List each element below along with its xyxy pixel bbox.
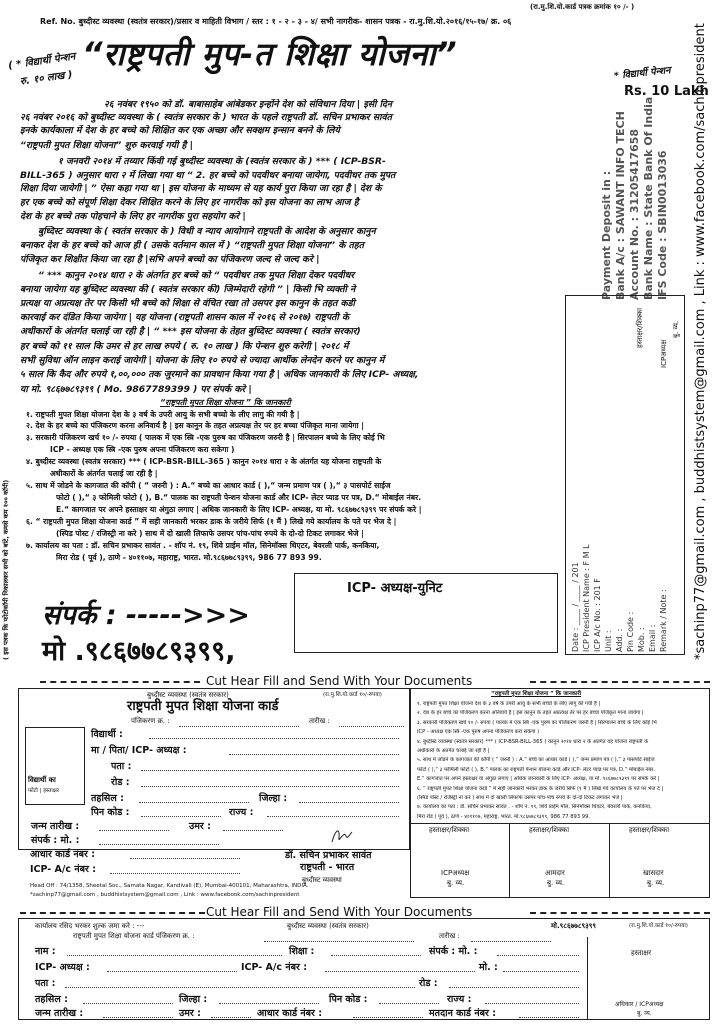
right-pension-amount: Rs. 10 Lakh [624, 84, 709, 99]
slip-voter-label: मतदान कार्ड नंबर : [429, 1008, 497, 1019]
slip-road-label: रोड : [419, 978, 438, 989]
slip-mo-field[interactable] [503, 962, 579, 972]
slip-state-field[interactable] [485, 994, 579, 1004]
cut-dash-right [530, 681, 710, 683]
info-item: ७. कार्यालय का पता : डॉ. सचिन प्रभाकर सावंत . - शॉप नं. १९, शिवे प्राईम मॉल, सिनेमॉक्स थिएटर, बेवरली पार्क, कनकिया, [26, 541, 380, 550]
tehsil-field[interactable] [139, 793, 249, 803]
cut-dash-left [40, 681, 200, 683]
slip-receipt: कार्यालय रसिद भरकर शुल्क जमा करे : --- [35, 922, 145, 930]
card-info-item: ३. सरकारी पंजिकरण खर्च १० /- रुपया ( पालक में एक स्त्रि -एक पुरुष का पंजिकरण जरुरी है | सिरपालन बच्चे के लिए कोई भि [417, 719, 657, 726]
dob-field[interactable] [99, 821, 169, 831]
card-info-item: अधीकारों के अंतर्गत चलाई जा रही है | [417, 748, 490, 754]
slip-age-label: उमर : [179, 1008, 201, 1019]
slip-sign: हस्ताक्षर [631, 949, 652, 957]
body-line: या मो. ९८६७७८९३९९ ( Mo. 9867789399 ) पर संपर्क करे | [20, 384, 252, 395]
info-item: ६. “ राष्ट्रपती मुपत शिक्षा योजना कार्ड ” में सही जानकारी भरकर डाक के जरीये सिर्फ (१ मैं ) लिखे गये कार्यालय के पते पर भेज दे | [26, 517, 397, 526]
photocopy-note: ( इस पत्रक कि फोटोकॉपी निकालकर सभी को बांटे, कमसे कम १०० कॉपी) [2, 479, 10, 660]
parent-label: मा / पिता/ ICP- अध्यक्ष : [91, 745, 187, 756]
body-line: पंजिकृत कर शिक्षीत किया जा रहा है |सभि अपने बच्चो का पंजिकरण जल्द से जल्द करे | [20, 254, 320, 265]
info-item: मिरा रोड ( पूर्व ), ठाणे - ४०११०७, महाराष्ट्र, भारत. मो.९८६७७८९३९९, 986 77 893 99. [56, 553, 322, 562]
payment-line: Bank Name : State Bank Of India [642, 96, 655, 300]
info-item: E.“ कागजात पर अपने हस्ताक्षर या अंगुठा लगाए | अधिक जानकारी के लिए ICP- अध्यक्ष, या मो. ९८६७७८९३९९ पर संपर्क करे | [56, 505, 422, 514]
slip-dob-field[interactable] [103, 1008, 173, 1018]
address-label: पता : [111, 761, 132, 772]
icp-form-fields [570, 302, 669, 652]
body-line: “ *** कानुन २०१४ धारा २ के अंतर्गत हर बच्चे को “ पदवीधर तक मुपत शिक्षा देकर पदवीधर [38, 270, 355, 281]
slip-mo-label: मो. : [479, 962, 498, 973]
card-info-item: E.“ कागजात पर अपने हस्ताक्षर या अंगुठा लगाए | अधिक जानकारी के लिए ICP- अध्यक्ष, या मो. ९८६७७८९३९९ पर संपर्क करे | [417, 776, 660, 783]
slip-addr-field[interactable] [65, 978, 415, 988]
card-date-field[interactable] [339, 717, 404, 727]
dob-label: जन्म तारीख : [31, 821, 80, 832]
slip-road-field[interactable] [449, 978, 579, 988]
age-label: उमर : [189, 821, 211, 832]
card-info-item: मिरा रोड ( पूर्व ), ठाणे - ४०११०७, महाराष्ट्र, भारत. मो.९८६७७८९३९९, 986 77 893 99. [417, 813, 591, 820]
info-item: २. देश के हर बच्चे का पंजिकरण करना अनिवार्य है | इस कानुन के तहत अप्रत्यक्ष तेर पर हर बच्चा पंजिकृत माना जायेगा | [26, 421, 365, 430]
slip-icp-label: ICP- अध्यक्ष : [35, 962, 90, 973]
aadhar-field[interactable] [130, 849, 240, 859]
info-item: ४. बुध्दीस्ट व्यवस्था (स्वतंत्र सरकार) *** ( ICP-BSR-BILL-365 ) कानुन २०१४ धारा २ के अंतर्गत यह योजना राष्ट्रपती के [26, 457, 382, 466]
tehsil-label: तहसिल : [91, 793, 124, 804]
form-line: Pin Code : [626, 611, 635, 652]
parent-field[interactable] [229, 745, 399, 755]
slip-date-label: तारीख : [439, 932, 460, 940]
card-reg-label: पंजिकरण क्र. : [131, 717, 170, 725]
icp-ac-field[interactable] [110, 864, 240, 874]
body-line: सभी सुविधा ऑन लाइन कराई जायेगी | योजना के लिए १० रुपये से ज्यादा आर्थीक लेनदेन करने पर कानुन में [20, 355, 385, 366]
body-line: ५ साल कि कैद और रुपये १,००,००० तक जुरमाने का प्रावधान किया गया है | अधिक जानकारी के लिए ICP- अध्यक्ष, [20, 369, 419, 380]
district-field[interactable] [299, 793, 399, 803]
card-ref: (रा.मु.शि.यो.कार्ड १०/-रुपया) [323, 692, 382, 698]
body-line: इनके कार्यकाला में देश के हर बच्चे को शिक्षित कर एक अच्छा और सक्क्षम इन्सान बनने के लिये [20, 125, 340, 136]
student-label: विद्यार्थी : [91, 729, 123, 740]
slip-aadhar-field[interactable] [353, 1008, 423, 1018]
head-office: Head Off : 74/1358, Sheetal Soc., Samata Nagar, Kandivali (E), Mumbai-400101, Maharashtra, INDIA. [30, 883, 309, 889]
slip-edu-field[interactable] [331, 946, 421, 956]
card-sign-icp: हस्ताक्षर/शिक्का [429, 826, 470, 834]
contact-emails: *sachinp77@gmail.com , buddhistsystem@gmail.com , Link : www.facebook.com/sachinpresident [693, 23, 708, 660]
cut-instruction: Cut Hear Fill and Send With Your Documents [206, 674, 473, 688]
form-line: Mob. : [637, 627, 646, 652]
state-field[interactable] [267, 807, 399, 817]
payment-line: Payment Deposit in : [600, 170, 613, 300]
cut-dash-right-2 [530, 912, 710, 914]
slip-org: बुध्दीस्ट व्यवस्था (स्वतंत्र सरकार) [287, 922, 369, 930]
card-sign-mp: हस्ताक्षर/शिक्का [629, 826, 670, 834]
slip-addr-label: पता : [35, 978, 56, 989]
signature [330, 824, 354, 846]
cut-instruction-2: Cut Hear Fill and Send With Your Documents [206, 905, 473, 919]
card-sign-mp-org: बु. व्य. [647, 879, 665, 887]
body-line: BILL-365 ) अनुसार धारा २ में लिखा गया था “ 2. हर बच्चे को पदवीधर बनाया जायेगा, पदवीधर तक मुपत [20, 170, 396, 181]
slip-dob-label: जन्म तारीख : [35, 1008, 84, 1019]
student-field[interactable] [149, 729, 399, 739]
contact-mobile: मो .९८६७७८९३९९, [42, 636, 236, 667]
slip-contact-label: संपर्क : मो. : [429, 946, 478, 957]
payment-details [600, 10, 670, 300]
info-item: ५. साथ में जोडने के कागजात की कॉपी ( “ जरुरी ) : A.“ बच्चे का आधार कार्ड ( ),“ जन्म प्रमाण पत्र ( ),“ ३ पासपोर्ट साईज [26, 481, 391, 490]
pin-field[interactable] [141, 807, 221, 817]
slip-state-label: राज्य : [447, 994, 472, 1005]
body-line: १ जनवरी २०१४ में तय्यार किंवी गई बुध्दीस्ट व्यवस्था के (स्वतंत्र सरकार के ) *** ( ICP-BSR- [58, 156, 386, 167]
slip-icp-field[interactable] [107, 962, 237, 972]
card-info-item: ICP - अध्यक्ष एक स्त्रि -एक पुरुष अपना पंजिकरण करा सकेगा ) [417, 729, 540, 736]
info-item: ICP - अध्यक्ष एक स्त्रि -एक पुरुष अपना पंजिकरण करा सकेगा ) [50, 445, 235, 454]
info-item: १. राष्ट्रपती मुपत शिक्षा योजना देश के ३ वर्ष के उपरी आयु के सभी बच्चो के लीए लागु की गयी है | [26, 410, 300, 419]
slip-name-label: नाम : [35, 946, 56, 957]
card-info-item: (स्पिड पोस्ट / रजिस्ट्री ना करे ) साथ में दो खाली लिफाफे उसपर पांच-पांच रुपये के दो-दो टिकट लगाकर भेजे | [417, 795, 623, 801]
slip-age-field[interactable] [211, 1008, 251, 1018]
card-sign-mp-role: खासदार [643, 869, 664, 877]
form-number: (रा.मु.शि.यो.कार्ड पत्रक क्रमांक १० /- ) [530, 3, 635, 11]
slip-contact-field[interactable] [497, 946, 579, 956]
card-info-item: १. राष्ट्रपती मुपत शिक्षा योजना देश के ३ वर्ष के उपरी आयु के सभी बच्चो के लीए लागु की गयी है | [417, 701, 601, 707]
state-label: राज्य : [229, 807, 254, 818]
slip-date-field[interactable] [471, 932, 551, 942]
icp-unit-label: ICP- अध्यक्ष-युनिट [347, 581, 443, 596]
card-date-label: तारीख : [309, 717, 330, 725]
form-line: ICP President Name : F M L [582, 544, 591, 652]
slip-name-field[interactable] [67, 946, 282, 956]
payment-line: Bank A/c : SAWANT INFO TECH [614, 111, 627, 300]
photo-box[interactable] [25, 727, 85, 805]
slip-edu-label: शिक्षा : [289, 946, 315, 957]
card-info-item: ७. कार्यालय का पता : डॉ. सचिन प्रभाकर सावंत . - शॉप नं. १९, शिवे प्राईम मॉल, सिनेमॉक्स थिएटर, बेवरली पार्क, कनकिया, [417, 804, 652, 811]
slip-reg-field[interactable] [264, 932, 414, 942]
body-line: २६ नवंबर २०१६ को बुध्दीस्ट व्यवस्था के ( स्वतंत्र सरकार के ) भारत के पहले राष्ट्रपती डॉ. सचिन प्रभाकर सावंत [20, 112, 392, 123]
contact-label: संपर्क : ----->>> [42, 600, 250, 631]
road-field[interactable] [141, 777, 399, 787]
cut-dash-left-2 [20, 912, 205, 914]
card-sign-mla: हस्ताक्षर/शिक्का [529, 826, 570, 834]
slip-voter-field[interactable] [519, 1008, 579, 1018]
slip-aadhar-label: आधार कार्ड नंबर : [257, 1008, 323, 1019]
pin-label: पिन कोड : [91, 807, 130, 818]
slip-pin-field[interactable] [379, 994, 439, 1004]
info-heading: “राष्ट्रपती मुपत शिक्षा योजना ” कि जानकारी [160, 398, 291, 407]
form-line: Date : ____ / ____ / 201 [571, 562, 580, 652]
info-item: ३. सरकारी पंजिकरण खर्च १० /- रुपया ( पालक में एक स्त्रि -एक पुरुष का पंजिकरण जरुरी है | सिरपालन बच्चे के लिए कोई भि [26, 433, 385, 442]
info-item: अधीकारों के अंतर्गत चलाई जा रही है | [50, 469, 158, 478]
body-line: “राष्ट्रपती मुपत शिक्षा योजना” शुरु करवाई गयी है | [20, 140, 193, 151]
icp-ac-label: ICP- A/c नंबर : [30, 864, 97, 875]
card-info-item: फोटो ( ),“ ३ फोमिली फोटो ( ), B.“ पालक का राष्ट्रपती पेन्शन योजना कार्ड और ICP- लेटर प्याड पर पत्र, D.“ मोबाईल नंबर. [417, 766, 656, 773]
page-title: “राष्ट्रपती मुप-त शिक्षा योजना” [82, 35, 458, 73]
left-pension-tag: ( * विद्यार्थी पेन्शन [7, 51, 77, 72]
card-emails: *sachinp77@gmail.com , buddhistsystem@gmail.com , Link : www.facebook.com/sachinpresident [30, 892, 300, 898]
card-signer-org: बुध्दीस्ट व्यवस्था [302, 876, 342, 884]
right-pension-tag: * विद्यार्थी पेन्शन [613, 65, 672, 82]
payment-line: Account No. : 31205417658 [628, 128, 641, 300]
receipt-slip [18, 918, 710, 1020]
body-line: हर बच्चे को ११ साल कि उमर से हर लाख रुपये ( रु. १० लाख ) कि पेन्शन शुरु करेगी | २०१८ में [20, 341, 349, 352]
slip-tehsil-field[interactable] [83, 994, 173, 1004]
form-sign-label: हस्ताक्षर/शिक्का [636, 307, 644, 348]
card-contact-field[interactable] [99, 835, 219, 845]
card-info-item: ५. साथ में जोडने के कागजात की कॉपी ( “ जरुरी ) : A.“ बच्चे का आधार कार्ड ( ),“ जन्म प्रमाण पत्र ( ),“ ३ पासपोर्ट साईज [417, 757, 655, 764]
slip-ref: (रा.मु.शि.यो.कार्ड १०/-रुपया) [629, 923, 688, 929]
slip-icp-ac-field[interactable] [325, 962, 475, 972]
card-contact-label: संपर्क : मो. : [31, 835, 80, 846]
card-info-item: ६. “ राष्ट्रपती मुपत शिक्षा योजना कार्ड ” में सही जानकारी भरकर डाक के जरीये सिर्फ (१ मैं ) लिखे गये कार्यालय के पते पर भेज दे | [417, 785, 664, 792]
slip-icp-ac-label: ICP- A/c नंबर : [241, 962, 308, 973]
body-line: कारवाई कर दंडित किया जायेगा | यह योजना (राष्ट्रपती शासन काल में २०१६ से २०१७) राष्ट्रपती के [20, 312, 350, 323]
form-line: Remark / Note : [659, 589, 668, 652]
reference-number: Ref. No. बुध्दीस्ट व्यवस्था (स्वतंत्र सरकार)/प्रसार व माहिती विभाग / स्तर : १ - २ - ३ - ४/ सभी नागरीक- शासन पत्रक - रा.मु.शि.यो.२०१६/१५-१७/ क्र. ०६ [40, 17, 512, 26]
slip-sign-org: बु. व्य. [637, 1010, 652, 1017]
card-signer: डॉ. सचिन प्रभाकर सावंत [285, 850, 372, 861]
card-org: बुध्दीस्ट व्यवस्था (स्वतंत्र सरकार) [147, 691, 229, 699]
body-line: २६ नवंबर १९५० को डॉ. बाबासाहेब आंबेडकर इन्होंने देश को संविधान दिया | इसी दिन [104, 99, 392, 110]
form-line: Add. : [615, 628, 624, 652]
card-info-item: ४. बुध्दीस्ट व्यवस्था (स्वतंत्र सरकार) *** ( ICP-BSR-BILL-365 ) कानुन २०१४ धारा २ के अंतर्गत यह योजना राष्ट्रपती के [417, 738, 649, 745]
photo-sublabel: फोटो | हस्ताक्षर [28, 788, 60, 794]
card-title: राष्ट्रपती मुपत शिक्षा योजना कार्ड [127, 699, 279, 714]
form-sign-icp: ICPअध्यक्ष [660, 339, 668, 368]
slip-district-label: जिल्हा : [179, 994, 208, 1005]
form-line: ICP A/c No. : 201 F [593, 578, 602, 652]
district-label: जिल्हा : [259, 793, 288, 804]
card-signer-title: राष्ट्रपती - भारत [300, 862, 355, 873]
body-line: बनाकर देश के हर बच्चे को आज ही ( उसके वर्तमान काल में ) “राष्ट्रपती मुपत शिक्षा योजना” के तहत [20, 240, 364, 251]
form-line: Email : [648, 624, 657, 652]
card-sign-icp-org: बु. व्य. [447, 879, 465, 887]
card-reg-field[interactable] [179, 717, 299, 727]
slip-reg-label: राष्ट्रपती मुपत शिक्षा योजना कार्ड पंजिकरण क्र. : [73, 932, 195, 940]
body-line: बुध्दिस्ट व्यवस्था के ( स्वतंत्र सरकार के ) विधी व न्याय आयोगाने राष्ट्रपती के आदेश के अनुसार कानुन [38, 226, 376, 237]
photo-label: विद्यार्थी का [28, 776, 56, 784]
slip-tehsil-label: तहसिल : [35, 994, 68, 1005]
age-field[interactable] [223, 821, 283, 831]
card-info-panel [410, 688, 710, 898]
card-info-heading: “राष्ट्रपती मुपत शिक्षा योजना ” कि जानकारी [491, 691, 582, 697]
left-pension-amount: रु. १० लाख ) [19, 69, 74, 88]
slip-sign-role: अधिकार / ICPअध्यक्ष [615, 1001, 664, 1008]
aadhar-label: आधार कार्ड नंबर : [30, 849, 96, 860]
body-line: हर एक बच्चे को संपूर्ण शिक्षा देकर शिक्षित करने के लिए हर नागरीक को इस योजना का लाभ आज है [20, 197, 359, 208]
info-item: (स्पिड पोस्ट / रजिस्ट्री ना करे ) साथ में दो खाली लिफाफे उसपर पांच-पांच रुपये के दो-दो टिकट लगाकर भेजे | [56, 529, 364, 538]
body-line: प्रत्यक्ष या अप्रत्यक्ष तेर पर किसी भी बच्चे को शिक्षा से वंचित रखा तो उसपर इस कानुन के तहत कडी [20, 298, 355, 309]
body-line: देश के हर बच्चे तक पोहचाने के लिए हर नागरीक पुरा सहयोग करे | [20, 211, 246, 222]
card-sign-mla-org: बु. व्य. [547, 879, 565, 887]
card-sign-mla-role: आमदार [545, 869, 565, 877]
body-line: अधीकारों के अंतर्गत चलाई जा रही है | “ *** इस योजना के तेहत बुध्दिस्ट व्यवस्था ( स्वतंत्र सरकार) [20, 326, 361, 337]
road-label: रोड : [111, 777, 130, 788]
body-line: बनाया जायेगा यह बुध्दिस्ट व्यवस्था की ( स्वतंत्र सरकार की) जिम्मेदारी रहेगी ” | किसी भि व्यक्ती ने [20, 284, 356, 295]
form-sign-bv: बु. व्य. [672, 320, 680, 338]
card-sign-icp-role: ICPअध्यक्ष [441, 869, 470, 877]
form-line: Unit : [604, 630, 613, 652]
address-field[interactable] [141, 761, 399, 771]
slip-mobile: मो.९८६७७८९३९९ [551, 922, 597, 930]
icp-stamp-box [294, 573, 558, 653]
body-line: शिक्षा दिया जायेगी | ” ऐसा कहा गया था | इस योजना के माध्यम से यह कार्य पुरा किया जा रहा है | देश के [20, 183, 382, 194]
slip-pin-label: पिन कोड : [329, 994, 368, 1005]
slip-district-field[interactable] [219, 994, 319, 1004]
info-item: फोटो ( ),“ ३ फोमिली फोटो ( ), B.“ पालक का राष्ट्रपती पेन्शन योजना कार्ड और ICP- लेटर प्याड पर पत्र, D.“ मोबाईल नंबर. [56, 493, 422, 502]
card-info-item: २. देश के हर बच्चे का पंजिकरण करना अनिवार्य है | इस कानुन के तहत अप्रत्यक्ष तेर पर हर बच्चा पंजिकृत माना जायेगा | [417, 710, 644, 717]
payment-line: IFS Code : SBIN0013036 [656, 150, 669, 300]
